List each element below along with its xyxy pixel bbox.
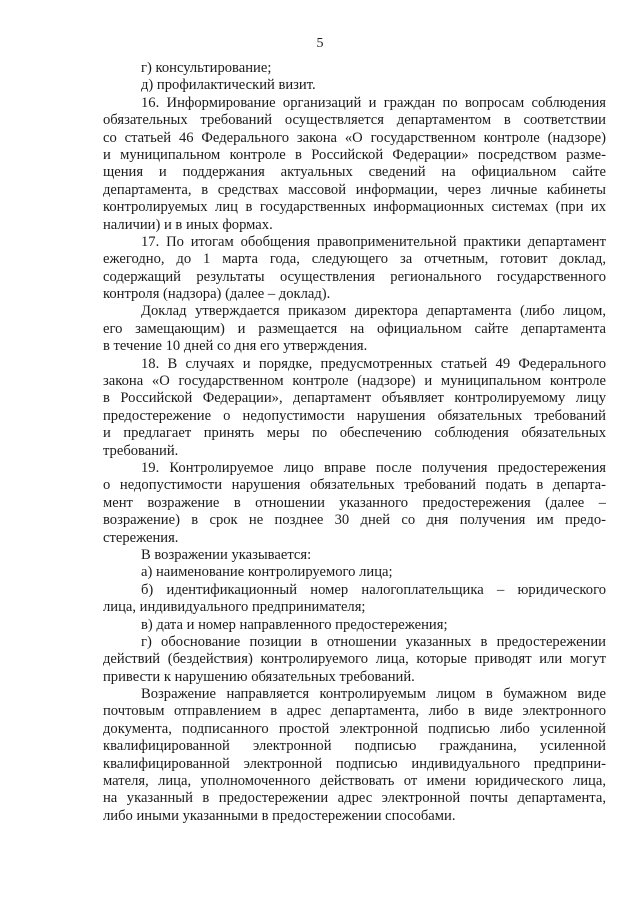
text-line: Возражение направляется контролируемым лицом в бумажном виде <box>141 686 606 703</box>
text-line: мателя, лица, уполномоченного действовать от имени юридического лица, <box>103 773 606 790</box>
text-line: 17. По итогам обобщения правоприменительной практики департамент <box>141 233 606 250</box>
text-line: привести к нарушению обязательных требований. <box>103 668 415 685</box>
text-line: требований. <box>103 442 179 459</box>
text-line: в) дата и номер направленного предостережения; <box>141 616 448 633</box>
text-line: в течение 10 дней со дня его утверждения. <box>103 338 368 355</box>
text-line: его замещающим) и размещается на официальном сайте департамента <box>103 320 606 337</box>
text-line: документа, подписанного простой электронной подписью либо усиленной <box>103 720 606 737</box>
text-line: ежегодно, до 1 марта года, следующего за отчетным, готовит доклад, <box>103 251 606 268</box>
text-line: контроля (надзора) (далее – доклад). <box>103 286 331 303</box>
text-line: либо иными указанными в предостережении способами. <box>103 807 456 824</box>
text-line: предостережение о недопустимости нарушения обязательных требований <box>103 407 606 424</box>
text-line: а) наименование контролируемого лица; <box>141 564 393 581</box>
page-number: 5 <box>316 36 324 51</box>
text-line: обязательных требований осуществляется департаментом в соответствии <box>103 112 606 129</box>
text-line: в Российской Федерации», департамент объявляет контролируемому лицу <box>103 390 606 407</box>
text-line: 19. Контролируемое лицо вправе после получения предостережения <box>141 459 606 476</box>
text-line: В возражении указывается: <box>141 546 312 563</box>
text-line: департамента, в средствах массовой информации, через личные кабинеты <box>103 181 606 198</box>
text-line: г) обоснование позиции в отношении указанных в предостережении <box>141 633 606 650</box>
text-line: 16. Информирование организаций и граждан по вопросам соблюдения <box>141 94 606 111</box>
text-line: на указанный в предостережении адрес электронной почты департамента, <box>103 790 606 807</box>
text-line: квалифицированной электронной подписью индивидуального предприни- <box>103 755 606 772</box>
text-line: возражение) в срок не позднее 30 дней со дня получения им предо- <box>103 512 606 529</box>
text-line: лица, индивидуального предпринимателя; <box>103 599 366 616</box>
text-line: 18. В случаях и порядке, предусмотренных статьей 49 Федерального <box>141 355 606 372</box>
text-line: содержащий результаты осуществления регионального государственного <box>103 268 606 285</box>
text-line: мент возражение в отношении указанного предостережения (далее – <box>103 494 606 511</box>
text-line: г) консультирование; <box>141 60 272 76</box>
text-line: и муниципальном контроле в Российской Федерации» посредством разме- <box>103 146 606 163</box>
text-line: наличии) и в иных формах. <box>103 216 273 233</box>
text-line: закона «О государственном контроле (надзоре) и муниципальном контроле <box>103 373 606 390</box>
text-line: и предлагает принять меры по обеспечению соблюдения обязательных <box>103 425 606 442</box>
text-line: д) профилактический визит. <box>141 77 316 94</box>
text-line: контролируемых лиц в государственных информационных системах (при их <box>103 199 606 216</box>
text-line: стережения. <box>103 529 179 546</box>
text-line: Доклад утверждается приказом директора департамента (либо лицом, <box>141 303 606 320</box>
text-line: б) идентификационный номер налогоплательщика – юридического <box>141 581 606 598</box>
text-line: квалифицированной электронной подписью гражданина, усиленной <box>103 738 606 755</box>
text-line: действий (бездействия) контролируемого лица, которые приводят или могут <box>103 651 606 668</box>
text-line: о недопустимости нарушения обязательных требований подать в департа- <box>103 477 606 494</box>
text-line: со статьей 46 Федерального закона «О государственном контроле (надзоре) <box>103 129 606 146</box>
document-body <box>103 60 606 825</box>
text-line: щения и поддержания актуальных сведений на официальном сайте <box>103 164 606 181</box>
text-line: почтовым отправлением в адрес департамента, либо в виде электронного <box>103 703 606 720</box>
